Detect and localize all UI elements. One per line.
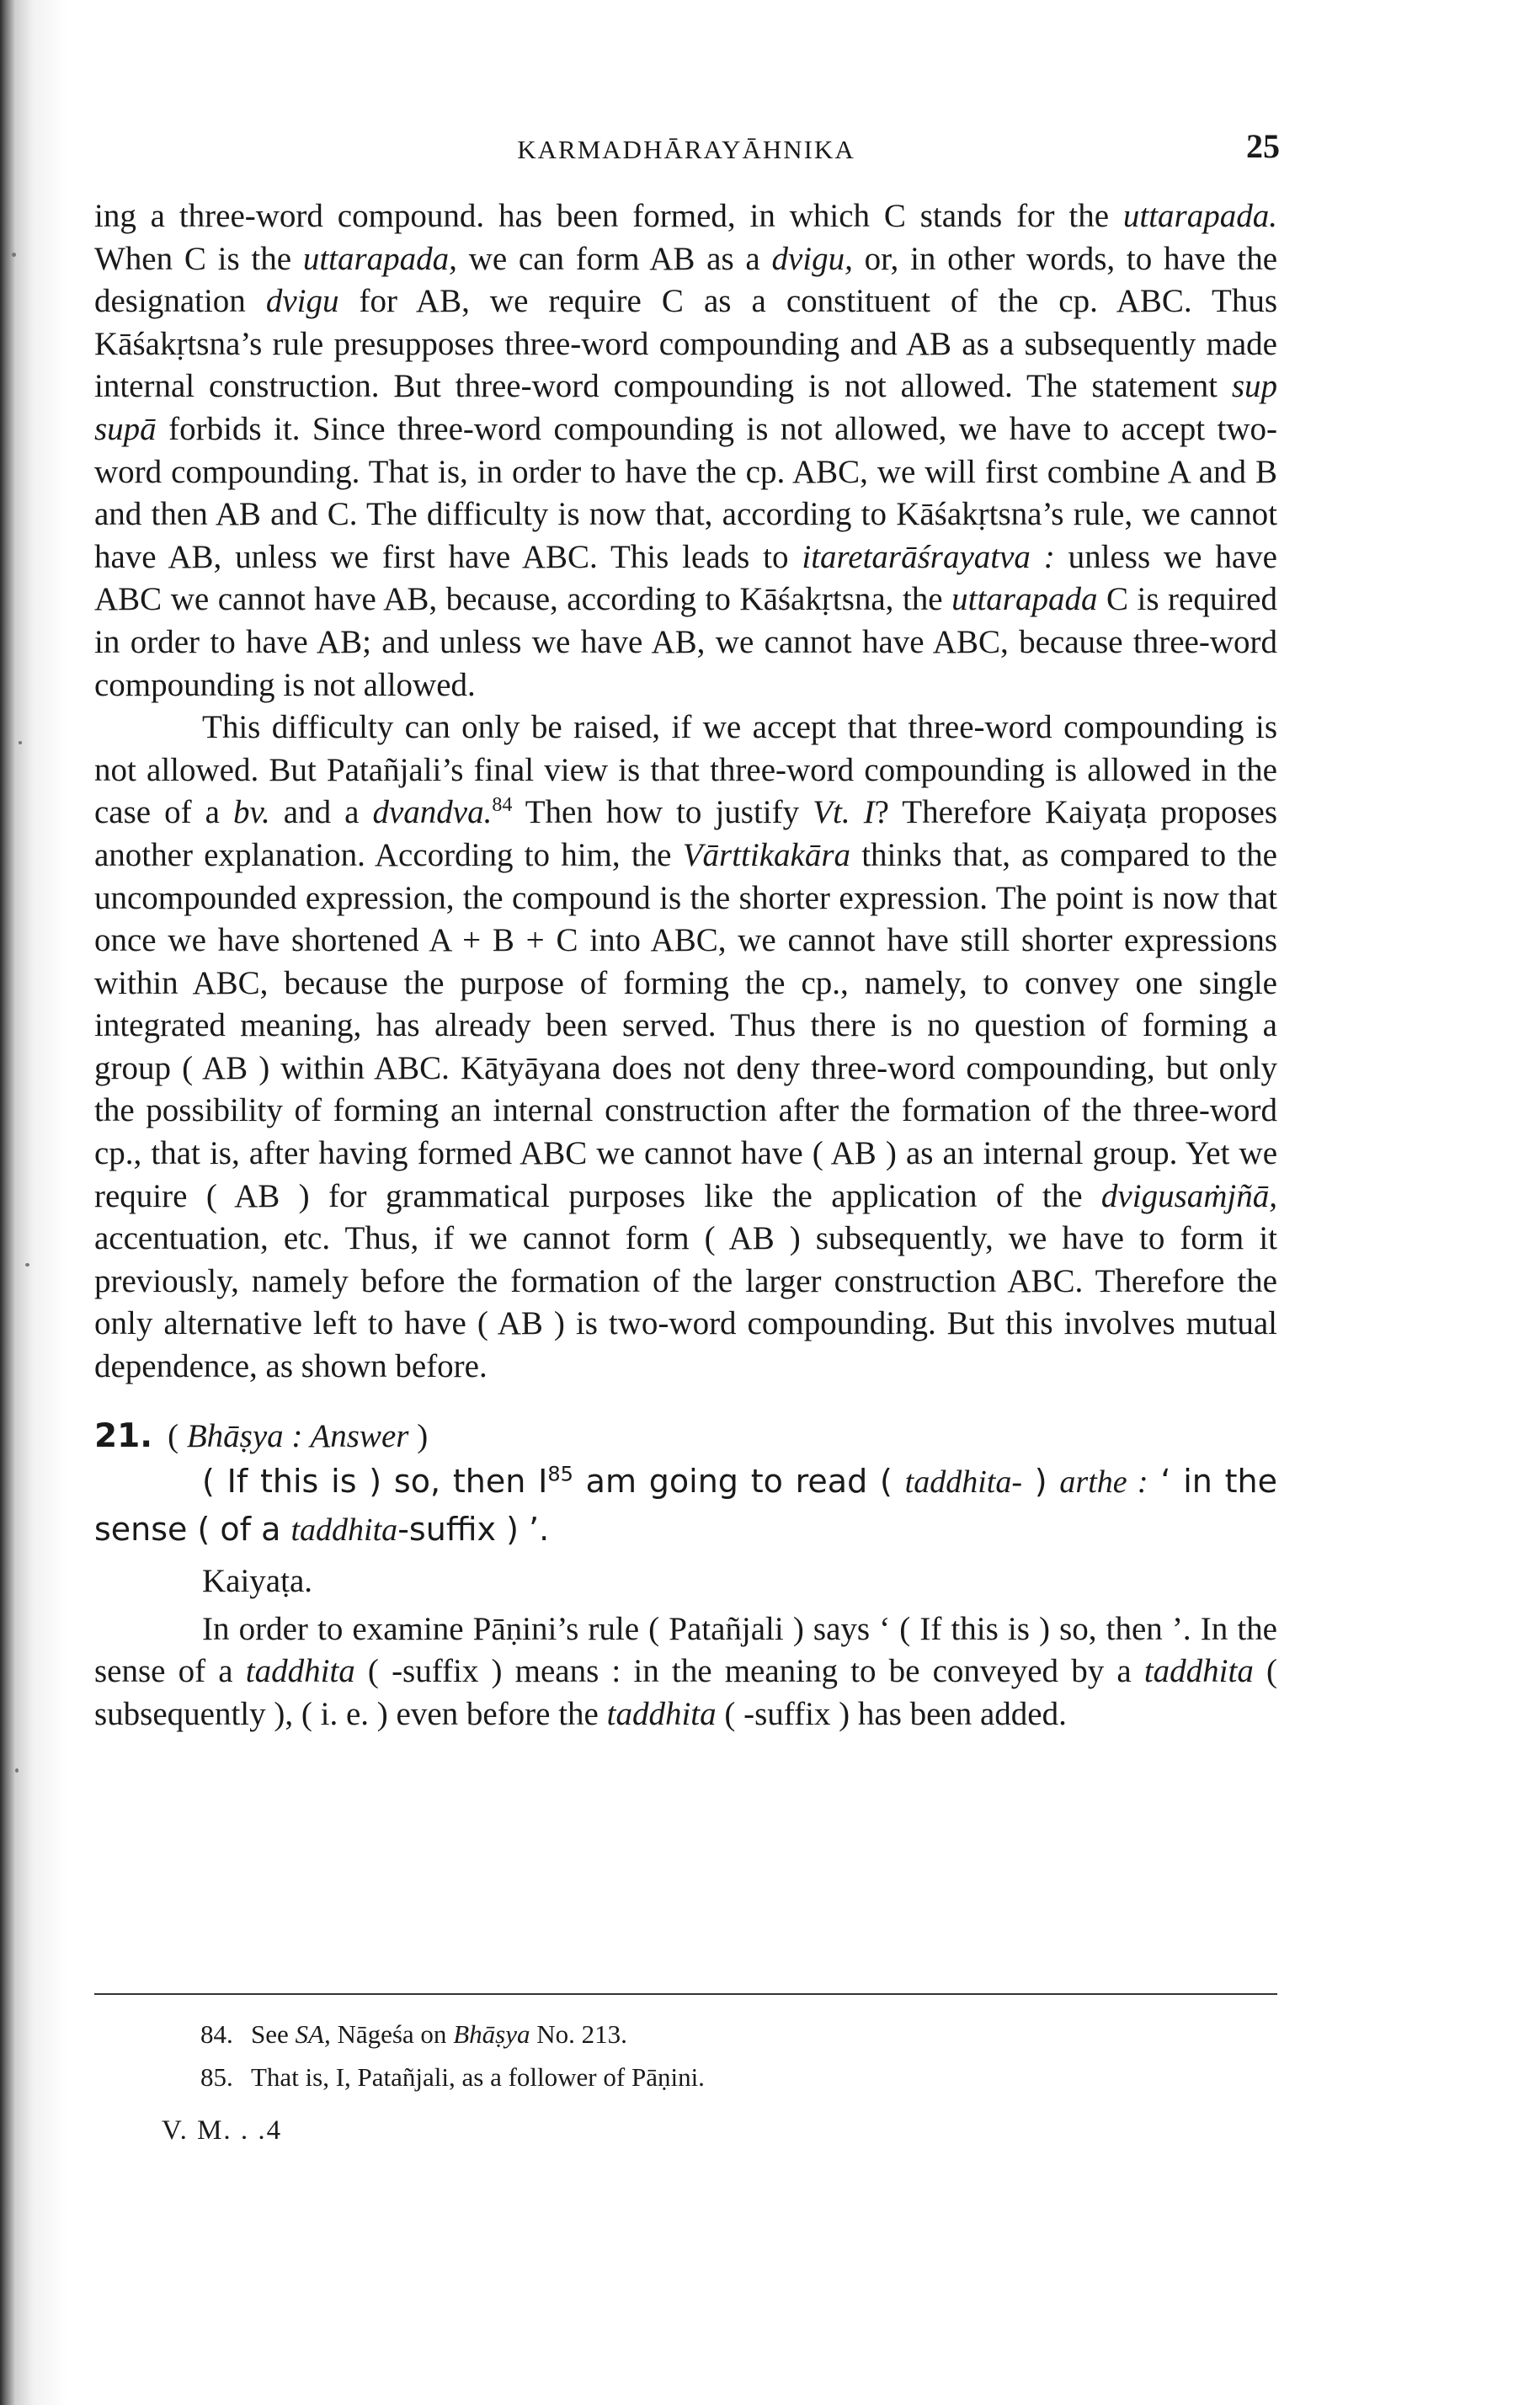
text-run: -suffix ) ’. <box>397 1511 550 1549</box>
footnote-number: 85. <box>200 2062 233 2092</box>
section-number: 21. <box>94 1416 153 1455</box>
footnote-85 <box>200 2056 1211 2098</box>
text-run: forbids it. Since three-word compounding is not allowed, we have to accept two-word compounding. That is, in order to have the cp. ABC, we will first combine A and B and then AB and C. The difficulty is now that, according to Kāśakṛtsna’s rule, we cannot have AB, unless we first have ABC. This leads to <box>94 410 1277 575</box>
text-run: accentuation, etc. Thus, if we cannot form ( AB ) subsequently, we have to form it previously, namely before the formation of the larger construction ABC. Therefore the only alternative left to have ( AB ) is two-word compounding. But this involves mutual dependence, as shown before. <box>94 1220 1277 1385</box>
commentator-name: Kaiyaṭa. <box>202 1563 313 1600</box>
italic-term: SA, <box>295 2019 331 2049</box>
footnotes <box>200 2013 1211 2098</box>
text-run: ) <box>1021 1463 1060 1501</box>
italic-term: Bhāṣya : Answer <box>186 1417 409 1454</box>
text-run: That is, I, Patañjali, as a follower of Pāṇini. <box>251 2062 705 2092</box>
text-run: ) <box>408 1417 429 1454</box>
scan-speck <box>15 1768 19 1773</box>
paragraph-1 <box>94 195 1277 707</box>
text-run: ( -suffix ) has been added. <box>716 1696 1067 1732</box>
page-number: 25 <box>1246 127 1280 165</box>
section-heading <box>94 1416 1277 1458</box>
text-run: thinks that, as compared to the uncompounded expression, the compound is the shorter expression. The point is now that once we have shortened A + B + C into ABC, we cannot have still shorter expressions within ABC, because the purpose of forming the cp., namely, to convey one single integrated meaning, has already been served. Thus there is no question of forming a group ( AB ) within ABC. Kātyāyana does not deny three-word compounding, but only the possibility of forming an internal construction after the formation of the three-word cp., that is, after having formed ABC we cannot have ( AB ) as an internal group. Yet we require ( AB ) for grammatical purposes like the application of the <box>94 836 1277 1214</box>
italic-term: Vt. I <box>813 794 875 831</box>
italic-term: itaretarāśrayatva : <box>802 538 1055 575</box>
text-run: ( -suffix ) means : in the meaning to be conveyed by a <box>354 1653 1144 1690</box>
running-head: KARMADHĀRAYĀHNIKA <box>517 135 855 164</box>
italic-term: Vārttikakāra <box>682 836 850 873</box>
text-run: Then how to justify <box>512 794 813 831</box>
italic-term: taddhita <box>290 1512 398 1549</box>
footnote-84 <box>200 2013 1211 2056</box>
italic-term: dvigusaṁjñā, <box>1100 1177 1277 1214</box>
italic-term: dvigu <box>265 283 339 320</box>
text-run: ‘ in the sense ( of a <box>94 1463 1277 1549</box>
translation-text <box>94 1458 1277 1554</box>
footnote-number: 84. <box>200 2019 233 2049</box>
italic-term: arthe : <box>1059 1464 1148 1501</box>
italic-term: sup supā <box>94 368 1277 447</box>
italic-term: dvigu, <box>771 240 853 277</box>
text-run: unless we have ABC we cannot have AB, because, according to Kāśakṛtsna, the <box>94 538 1277 618</box>
text-run: ( subsequently ), ( i. e. ) even before the <box>94 1653 1277 1732</box>
text-run: This difficulty can only be raised, if we accept that three-word compounding is not allowed. But Patañjali’s final view is that three-word compounding is allowed in the case of a <box>94 709 1277 831</box>
text-run: No. 213. <box>530 2019 627 2049</box>
scan-speck <box>25 1263 29 1266</box>
page-binding-shadow <box>0 0 67 2405</box>
text-run: ( <box>168 1417 187 1454</box>
text-run: C is required in order to have AB; and unless we have AB, we cannot have ABC, because three-word compounding is not allowed. <box>94 581 1277 703</box>
text-run: am going to read ( <box>573 1463 905 1501</box>
italic-term: taddhita- <box>904 1464 1022 1501</box>
footnote-rule <box>94 1993 1277 1995</box>
italic-term: uttarapada, <box>302 240 457 277</box>
text-run: Nāgeśa on <box>330 2019 454 2049</box>
page-header <box>93 127 1280 185</box>
footnote-text <box>251 2019 627 2049</box>
printer-signature: V. M. . .4 <box>162 2115 283 2146</box>
italic-term: taddhita <box>1143 1653 1254 1690</box>
scan-speck <box>12 253 16 257</box>
text-run: ? Therefore Kaiyaṭa proposes another explanation. According to him, the <box>94 794 1278 873</box>
text-run: we can form AB as a <box>456 240 772 277</box>
text-run: or, in other words, to have the designation <box>94 240 1277 320</box>
body-text <box>94 195 1277 1736</box>
text-run: ( If this is ) so, then I <box>202 1463 548 1501</box>
italic-term: uttarapada. <box>1122 198 1277 234</box>
italic-term: uttarapada <box>951 581 1098 618</box>
italic-term: bv. <box>233 794 270 831</box>
text-run: and a <box>269 794 373 831</box>
section-label <box>168 1418 428 1454</box>
footnote-text <box>251 2062 705 2092</box>
text-run: ing a three-word compound. has been formed, in which C stands for the <box>94 198 1123 234</box>
commentary-text <box>94 1608 1277 1736</box>
italic-term: dvandva. <box>372 794 493 831</box>
footnote-ref: 84 <box>492 794 513 817</box>
text-run: When C is the <box>94 240 303 277</box>
italic-term: taddhita <box>245 1653 355 1690</box>
scan-speck <box>19 741 22 744</box>
italic-term: taddhita <box>606 1696 717 1732</box>
text-run: In order to examine Pāṇini’s rule ( Patañjali ) says ‘ ( If this is ) so, then ’. In the sense of a <box>94 1610 1277 1690</box>
text-run: for AB, we require C as a constituent of the cp. ABC. Thus Kāśakṛtsna’s rule presupposes three-word compounding and AB as a subsequently made internal construction. But three-word compounding is not allowed. The statement <box>94 283 1277 405</box>
italic-term: Bhāṣya <box>453 2019 530 2049</box>
paragraph-2 <box>94 707 1277 1389</box>
footnote-ref: 85 <box>547 1462 573 1486</box>
text-run: See <box>251 2019 296 2049</box>
